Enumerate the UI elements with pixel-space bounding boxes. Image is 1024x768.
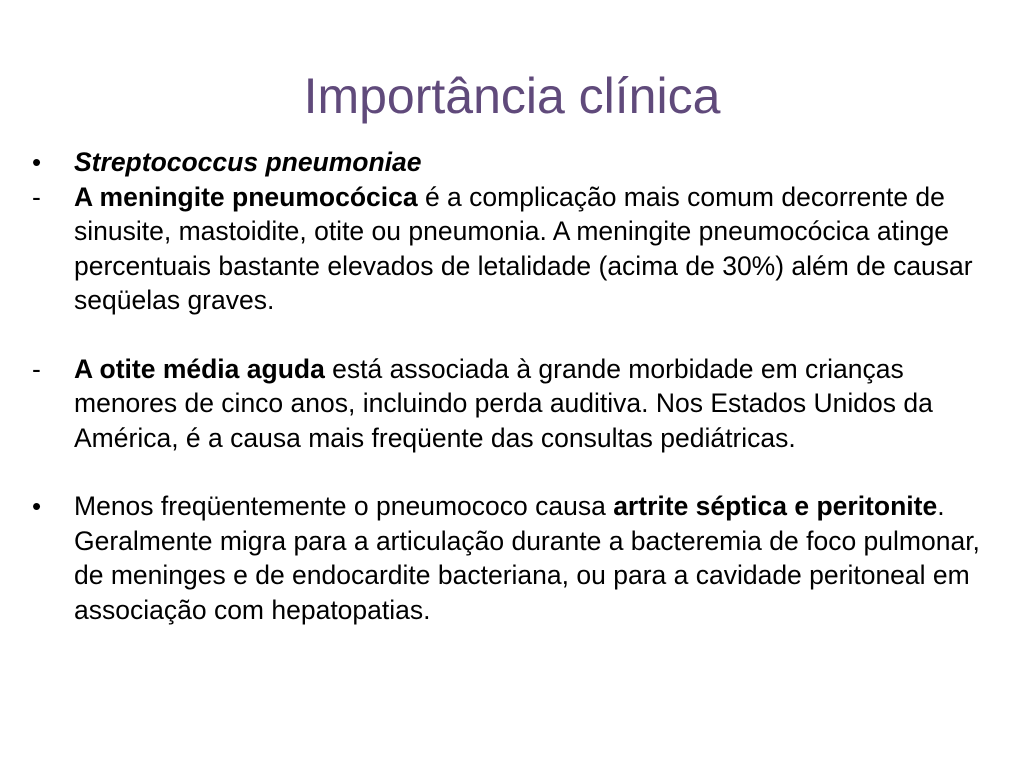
artrite-text-before: Menos freqüentemente o pneumococo causa bbox=[74, 491, 614, 521]
dash-item-meningite bbox=[30, 180, 1000, 318]
artrite-heading: artrite séptica e peritonite bbox=[613, 491, 938, 521]
bullet-item-streptococcus bbox=[30, 145, 1000, 180]
meningite-text: é a complicação mais comum decorrente de sinusite, mastoidite, otite ou pneumonia. A meningite pneumocócica atinge percentuais bastante elevados de letalidade (acima de 30%) além de causar seqüelas graves. bbox=[74, 181, 973, 315]
artrite-text-after: . Geralmente migra para a articulação durante a bacteremia de foco pulmonar, de meninges e de endocardite bacteriana, ou para a cavidade peritoneal em associação com hepatopatias. bbox=[74, 491, 980, 625]
bullet-item-artrite bbox=[30, 489, 1000, 627]
otite-heading: A otite média aguda bbox=[74, 353, 325, 384]
otite-text: está associada à grande morbidade em crianças menores de cinco anos, incluindo perda auditiva. Nos Estados Unidos da América, é a causa mais freqüente das consultas pediátricas. bbox=[74, 353, 933, 453]
meningite-heading: A meningite pneumocócica bbox=[74, 181, 418, 212]
spacer bbox=[30, 318, 1000, 352]
slide-title: Importância clínica bbox=[303, 68, 721, 124]
organism-name: Streptococcus pneumoniae bbox=[74, 147, 422, 177]
dash-marker: - bbox=[32, 181, 41, 212]
dash-marker: - bbox=[32, 353, 41, 384]
spacer bbox=[30, 455, 1000, 489]
bullet-marker: • bbox=[32, 147, 42, 177]
bullet-marker: • bbox=[32, 491, 42, 521]
dash-item-otite bbox=[30, 352, 1000, 456]
slide-body bbox=[30, 145, 1000, 627]
